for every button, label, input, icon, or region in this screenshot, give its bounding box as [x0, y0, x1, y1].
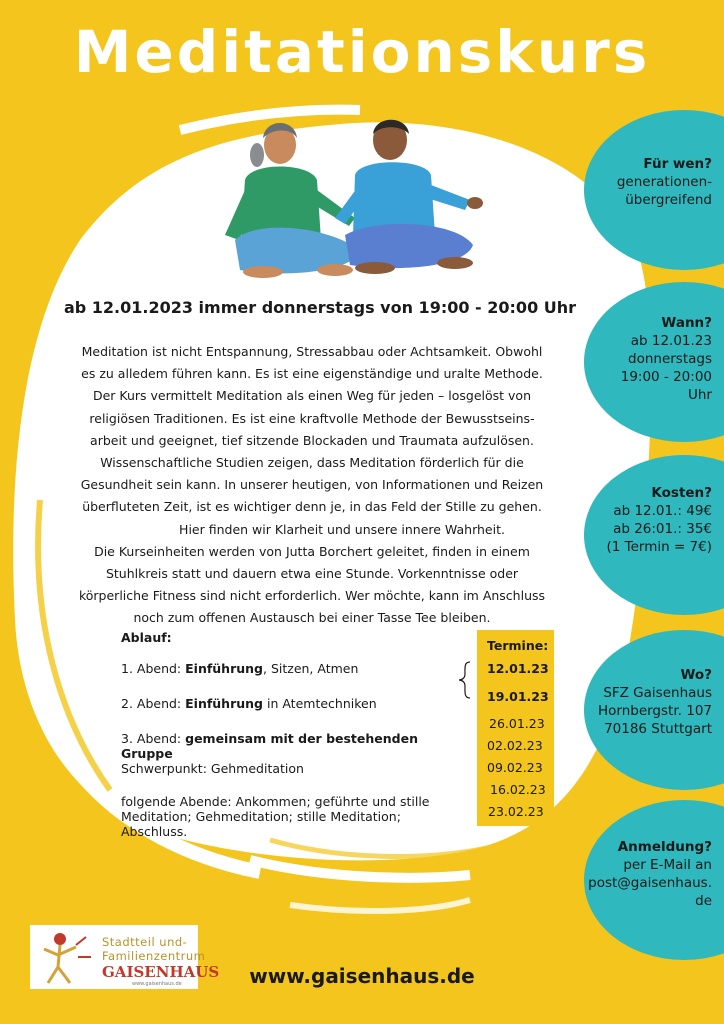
description-line: Wissenschaftliche Studien zeigen, dass Meditation förderlich für die: [100, 455, 524, 471]
date-item: 19.01.23: [487, 689, 549, 704]
info-registration-line: de: [695, 893, 712, 909]
info-registration-line: per E-Mail an: [623, 857, 712, 873]
dates-box: [477, 630, 554, 826]
description-line: Der Kurs vermittelt Meditation als einen Weg für jeden – losgelöst von: [92, 388, 531, 404]
info-time: [621, 314, 712, 404]
description-line: Meditation ist nicht Entspannung, Stressabbau oder Achtsamkeit. Obwohl: [81, 344, 543, 359]
outline-item-3: [121, 731, 471, 776]
info-time-line: 19:00 - 20:00: [620, 369, 712, 385]
outline-item-prefix: 3. Abend:: [121, 731, 186, 746]
course-description: [62, 341, 562, 630]
info-time-line: donnerstags: [628, 351, 712, 367]
info-location-title: Wo?: [680, 667, 712, 683]
info-audience: [617, 155, 712, 209]
outline-item-topic: Einführung: [185, 696, 263, 711]
logo-name: GAISENHAUS: [102, 963, 220, 981]
info-registration-title: Anmeldung?: [617, 839, 712, 855]
outline-item-1: [121, 661, 471, 676]
info-location-line: 70186 Stuttgart: [604, 721, 712, 737]
curly-brace: [458, 660, 472, 700]
info-cost-line: (1 Termin = 7€): [606, 539, 712, 555]
description-line: arbeit und geeignet, tief sitzende Blockaden und Traumata aufzulösen.: [90, 432, 534, 448]
outline-item-4: [121, 794, 471, 839]
info-time-line: ab 12.01.23: [630, 333, 712, 349]
logo-text-line: Familienzentrum: [102, 949, 206, 963]
info-audience-line: generationen-: [616, 174, 712, 190]
date-item: 26.01.23: [489, 716, 545, 731]
outline-item-topic: gemeinsam mit der bestehenden Gruppe: [121, 731, 418, 761]
meditating-people-illustration: [225, 100, 505, 290]
description-line: Die Kurseinheiten werden von Jutta Borchert geleitet, finden in einem: [94, 543, 530, 559]
info-registration: [588, 838, 712, 910]
description-line: Hier finden wir Klarheit und unsere innere Wahrheit.: [179, 521, 505, 537]
dates-heading: Termine:: [487, 638, 549, 653]
description-line: überfluteten Zeit, ist es wichtiger denn je, in das Feld der Stille zu gehen.: [82, 499, 542, 515]
outline-item-prefix: 1. Abend:: [121, 661, 186, 676]
course-schedule-headline: ab 12.01.2023 immer donnerstags von 19:00 - 20:00 Uhr: [63, 298, 577, 317]
info-audience-line: übergreifend: [625, 192, 712, 208]
outline-item-detail: Meditation; Gehmeditation; stille Meditation;: [121, 809, 401, 824]
outline-item-topic: Einführung: [185, 661, 263, 676]
outline-item-prefix: 2. Abend:: [121, 696, 186, 711]
info-cost-title: Kosten?: [651, 485, 712, 501]
outline-item-detail: Schwerpunkt: Gehmeditation: [121, 761, 304, 776]
info-time-title: Wann?: [661, 315, 712, 331]
info-audience-title: Für wen?: [643, 156, 712, 172]
info-cost-line: ab 26:01.: 35€: [613, 521, 712, 537]
info-registration-line: post@gaisenhaus.: [588, 875, 712, 891]
date-item: 09.02.23: [487, 760, 543, 775]
date-item: 16.02.23: [490, 782, 546, 797]
description-line: Gesundheit sein kann. In unserer heutigen, von Informationen und Reizen: [80, 477, 544, 493]
outline-item-detail: folgende Abende: Ankommen; geführte und stille: [121, 794, 430, 809]
info-cost-line: ab 12.01.: 49€: [613, 503, 712, 519]
description-line: noch zum offenen Austausch bei einer Tasse Tee bleiben.: [133, 610, 491, 626]
outline-item-detail: Abschluss.: [121, 824, 188, 839]
info-location: [598, 666, 712, 738]
description-line: Stuhlkreis statt und dauern etwa eine Stunde. Vorkenntnisse oder: [105, 566, 519, 582]
date-item: 02.02.23: [487, 738, 543, 753]
info-cost: [606, 484, 712, 556]
page-title: Meditationskurs: [73, 18, 651, 86]
schedule-outline: [121, 630, 471, 853]
outline-item-detail: , Sitzen, Atmen: [263, 661, 359, 676]
date-item: 12.01.23: [487, 661, 549, 676]
info-location-line: SFZ Gaisenhaus: [603, 685, 712, 701]
logo-url: www.gaisenhaus.de: [132, 981, 182, 987]
outline-item-2: [121, 696, 471, 711]
description-line: körperliche Fitness sind nicht erforderlich. Wer möchte, kann im Anschluss: [78, 588, 546, 604]
info-time-line: Uhr: [688, 387, 712, 403]
description-line: religiösen Traditionen. Es ist eine kraftvolle Methode der Bewusstseins-: [89, 410, 535, 426]
date-item: 23.02.23: [488, 804, 544, 819]
outline-item-detail: in Atemtechniken: [263, 696, 377, 711]
info-location-line: Hornbergstr. 107: [597, 703, 712, 719]
logo-text-line: Stadtteil und-: [102, 935, 188, 949]
outline-heading: Ablauf:: [121, 630, 172, 645]
website-link[interactable]: www.gaisenhaus.de: [249, 964, 475, 988]
description-line: es zu alledem führen kann. Es ist eine eigenständige und uralte Methode.: [81, 366, 543, 382]
